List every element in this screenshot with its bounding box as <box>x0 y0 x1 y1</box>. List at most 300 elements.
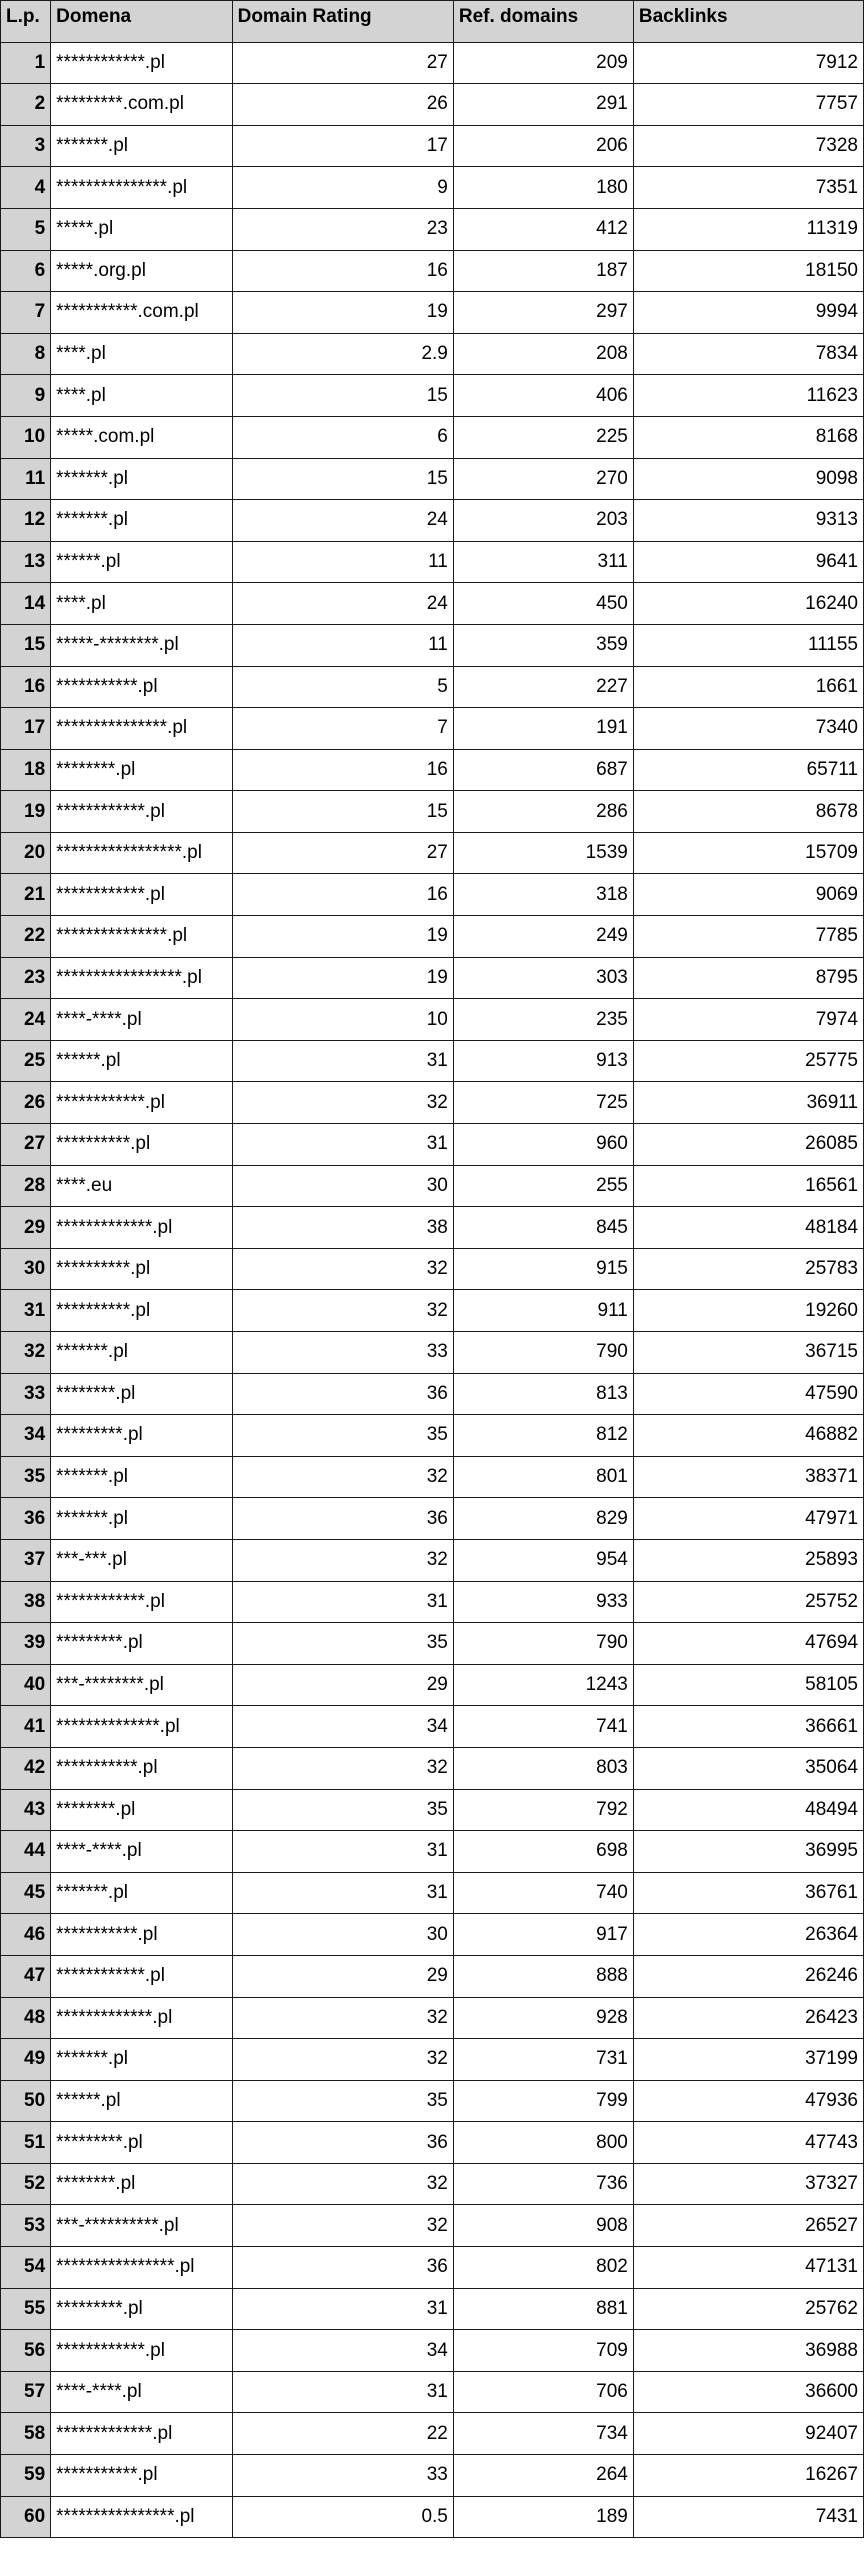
cell-lp: 19 <box>1 791 51 833</box>
table-row <box>1 1248 864 1290</box>
cell-domain: ****-****.pl <box>51 2371 232 2413</box>
cell-lp: 56 <box>1 2330 51 2372</box>
cell-backlinks: 18150 <box>633 250 863 292</box>
cell-lp: 35 <box>1 1456 51 1498</box>
cell-ref-domains: 209 <box>453 42 633 84</box>
cell-domain: *************.pl <box>51 1207 232 1249</box>
cell-domain-rating: 30 <box>232 1165 453 1207</box>
cell-backlinks: 16240 <box>633 583 863 625</box>
table-row <box>1 957 864 999</box>
cell-domain: *****************.pl <box>51 832 232 874</box>
cell-lp: 60 <box>1 2496 51 2538</box>
table-row <box>1 541 864 583</box>
cell-domain-rating: 32 <box>232 2163 453 2205</box>
table-row <box>1 1124 864 1166</box>
cell-ref-domains: 450 <box>453 583 633 625</box>
cell-ref-domains: 412 <box>453 208 633 250</box>
cell-domain-rating: 15 <box>232 375 453 417</box>
cell-ref-domains: 359 <box>453 624 633 666</box>
cell-lp: 20 <box>1 832 51 874</box>
cell-ref-domains: 799 <box>453 2080 633 2122</box>
cell-domain: ***-***.pl <box>51 1539 232 1581</box>
cell-backlinks: 65711 <box>633 749 863 791</box>
cell-domain-rating: 35 <box>232 1623 453 1665</box>
cell-domain-rating: 24 <box>232 500 453 542</box>
cell-domain: *****.org.pl <box>51 250 232 292</box>
cell-lp: 26 <box>1 1082 51 1124</box>
cell-ref-domains: 731 <box>453 2039 633 2081</box>
cell-ref-domains: 249 <box>453 916 633 958</box>
cell-lp: 11 <box>1 458 51 500</box>
cell-domain: **********.pl <box>51 1290 232 1332</box>
cell-domain: ***************.pl <box>51 916 232 958</box>
cell-domain: ***********.pl <box>51 1914 232 1956</box>
table-row <box>1 2039 864 2081</box>
table-row <box>1 1914 864 1956</box>
cell-domain: ************.pl <box>51 874 232 916</box>
cell-ref-domains: 741 <box>453 1706 633 1748</box>
cell-domain-rating: 31 <box>232 1581 453 1623</box>
cell-backlinks: 8795 <box>633 957 863 999</box>
cell-backlinks: 47971 <box>633 1498 863 1540</box>
cell-domain: ***********.pl <box>51 2455 232 2497</box>
cell-backlinks: 16561 <box>633 1165 863 1207</box>
cell-lp: 37 <box>1 1539 51 1581</box>
cell-domain: ************.pl <box>51 2330 232 2372</box>
cell-domain-rating: 27 <box>232 42 453 84</box>
cell-lp: 51 <box>1 2122 51 2164</box>
cell-backlinks: 7351 <box>633 167 863 209</box>
cell-domain-rating: 10 <box>232 999 453 1041</box>
table-row <box>1 1290 864 1332</box>
cell-backlinks: 47694 <box>633 1623 863 1665</box>
cell-domain-rating: 31 <box>232 1831 453 1873</box>
cell-backlinks: 26246 <box>633 1955 863 1997</box>
cell-ref-domains: 191 <box>453 708 633 750</box>
cell-lp: 38 <box>1 1581 51 1623</box>
cell-domain: ********.pl <box>51 2163 232 2205</box>
table-row <box>1 2163 864 2205</box>
cell-lp: 8 <box>1 333 51 375</box>
cell-ref-domains: 406 <box>453 375 633 417</box>
table-row <box>1 708 864 750</box>
cell-domain-rating: 32 <box>232 1539 453 1581</box>
cell-domain: ********.pl <box>51 749 232 791</box>
cell-ref-domains: 698 <box>453 1831 633 1873</box>
cell-domain: *****-********.pl <box>51 624 232 666</box>
cell-lp: 29 <box>1 1207 51 1249</box>
cell-domain: **************.pl <box>51 1706 232 1748</box>
cell-domain: ************.pl <box>51 42 232 84</box>
cell-lp: 54 <box>1 2247 51 2289</box>
table-row <box>1 292 864 334</box>
table-row <box>1 1165 864 1207</box>
cell-backlinks: 9313 <box>633 500 863 542</box>
cell-backlinks: 92407 <box>633 2413 863 2455</box>
table-row <box>1 832 864 874</box>
cell-domain: *****.com.pl <box>51 416 232 458</box>
cell-domain-rating: 32 <box>232 1248 453 1290</box>
cell-ref-domains: 908 <box>453 2205 633 2247</box>
cell-domain: ***-**********.pl <box>51 2205 232 2247</box>
cell-backlinks: 47936 <box>633 2080 863 2122</box>
cell-ref-domains: 960 <box>453 1124 633 1166</box>
cell-ref-domains: 917 <box>453 1914 633 1956</box>
cell-ref-domains: 790 <box>453 1332 633 1374</box>
table-row <box>1 375 864 417</box>
cell-lp: 18 <box>1 749 51 791</box>
cell-backlinks: 16267 <box>633 2455 863 2497</box>
cell-ref-domains: 225 <box>453 416 633 458</box>
cell-domain-rating: 31 <box>232 1040 453 1082</box>
cell-domain-rating: 32 <box>232 1997 453 2039</box>
cell-domain-rating: 31 <box>232 1124 453 1166</box>
table-row <box>1 1664 864 1706</box>
cell-lp: 17 <box>1 708 51 750</box>
table-row <box>1 749 864 791</box>
cell-ref-domains: 706 <box>453 2371 633 2413</box>
cell-ref-domains: 734 <box>453 2413 633 2455</box>
cell-domain: *****.pl <box>51 208 232 250</box>
cell-backlinks: 36661 <box>633 1706 863 1748</box>
cell-backlinks: 7340 <box>633 708 863 750</box>
cell-domain: ****.pl <box>51 375 232 417</box>
cell-backlinks: 19260 <box>633 1290 863 1332</box>
cell-ref-domains: 318 <box>453 874 633 916</box>
cell-domain-rating: 29 <box>232 1955 453 1997</box>
cell-backlinks: 26364 <box>633 1914 863 1956</box>
cell-backlinks: 37327 <box>633 2163 863 2205</box>
cell-ref-domains: 790 <box>453 1623 633 1665</box>
cell-ref-domains: 802 <box>453 2247 633 2289</box>
table-row <box>1 416 864 458</box>
cell-ref-domains: 206 <box>453 125 633 167</box>
cell-backlinks: 11155 <box>633 624 863 666</box>
cell-ref-domains: 740 <box>453 1872 633 1914</box>
cell-lp: 48 <box>1 1997 51 2039</box>
cell-backlinks: 11319 <box>633 208 863 250</box>
cell-backlinks: 58105 <box>633 1664 863 1706</box>
cell-domain: ******.pl <box>51 1040 232 1082</box>
cell-domain: *********.pl <box>51 2122 232 2164</box>
cell-lp: 57 <box>1 2371 51 2413</box>
cell-lp: 46 <box>1 1914 51 1956</box>
cell-lp: 49 <box>1 2039 51 2081</box>
cell-lp: 22 <box>1 916 51 958</box>
cell-domain-rating: 16 <box>232 749 453 791</box>
cell-domain: ****-****.pl <box>51 999 232 1041</box>
cell-domain-rating: 34 <box>232 1706 453 1748</box>
cell-backlinks: 26423 <box>633 1997 863 2039</box>
cell-backlinks: 37199 <box>633 2039 863 2081</box>
cell-ref-domains: 725 <box>453 1082 633 1124</box>
cell-backlinks: 26085 <box>633 1124 863 1166</box>
cell-ref-domains: 297 <box>453 292 633 334</box>
cell-domain-rating: 6 <box>232 416 453 458</box>
cell-ref-domains: 888 <box>453 1955 633 1997</box>
table-row <box>1 84 864 126</box>
cell-domain-rating: 19 <box>232 292 453 334</box>
cell-domain-rating: 35 <box>232 2080 453 2122</box>
table-row <box>1 624 864 666</box>
table-row <box>1 2205 864 2247</box>
table-row <box>1 1456 864 1498</box>
cell-lp: 34 <box>1 1415 51 1457</box>
cell-lp: 44 <box>1 1831 51 1873</box>
cell-domain: *************.pl <box>51 2413 232 2455</box>
cell-lp: 55 <box>1 2288 51 2330</box>
cell-ref-domains: 291 <box>453 84 633 126</box>
table-row <box>1 1415 864 1457</box>
cell-domain-rating: 5 <box>232 666 453 708</box>
cell-ref-domains: 829 <box>453 1498 633 1540</box>
cell-domain-rating: 38 <box>232 1207 453 1249</box>
table-row <box>1 916 864 958</box>
cell-domain: ************.pl <box>51 791 232 833</box>
cell-domain-rating: 32 <box>232 2205 453 2247</box>
table-row <box>1 1623 864 1665</box>
cell-lp: 24 <box>1 999 51 1041</box>
cell-backlinks: 47131 <box>633 2247 863 2289</box>
cell-lp: 23 <box>1 957 51 999</box>
table-row <box>1 2371 864 2413</box>
table-row <box>1 1332 864 1374</box>
cell-lp: 47 <box>1 1955 51 1997</box>
table-row <box>1 2455 864 2497</box>
cell-ref-domains: 736 <box>453 2163 633 2205</box>
cell-lp: 10 <box>1 416 51 458</box>
cell-ref-domains: 709 <box>453 2330 633 2372</box>
cell-domain-rating: 35 <box>232 1789 453 1831</box>
cell-domain-rating: 26 <box>232 84 453 126</box>
table-row <box>1 500 864 542</box>
cell-lp: 40 <box>1 1664 51 1706</box>
cell-backlinks: 25752 <box>633 1581 863 1623</box>
cell-domain: *********.pl <box>51 1623 232 1665</box>
header-lp: L.p. <box>1 1 51 43</box>
cell-domain: *******.pl <box>51 500 232 542</box>
cell-domain: ********.pl <box>51 1373 232 1415</box>
cell-ref-domains: 687 <box>453 749 633 791</box>
cell-domain-rating: 9 <box>232 167 453 209</box>
cell-backlinks: 9069 <box>633 874 863 916</box>
cell-lp: 16 <box>1 666 51 708</box>
cell-domain: *****************.pl <box>51 957 232 999</box>
cell-ref-domains: 911 <box>453 1290 633 1332</box>
header-row <box>1 1 864 43</box>
cell-domain-rating: 32 <box>232 2039 453 2081</box>
table-row <box>1 2080 864 2122</box>
cell-domain-rating: 23 <box>232 208 453 250</box>
cell-domain: *********.com.pl <box>51 84 232 126</box>
table-row <box>1 208 864 250</box>
cell-lp: 25 <box>1 1040 51 1082</box>
cell-ref-domains: 845 <box>453 1207 633 1249</box>
cell-lp: 2 <box>1 84 51 126</box>
cell-backlinks: 7834 <box>633 333 863 375</box>
cell-domain-rating: 36 <box>232 1373 453 1415</box>
cell-ref-domains: 203 <box>453 500 633 542</box>
cell-lp: 27 <box>1 1124 51 1166</box>
cell-domain: ******.pl <box>51 2080 232 2122</box>
cell-ref-domains: 954 <box>453 1539 633 1581</box>
cell-domain-rating: 36 <box>232 1498 453 1540</box>
cell-lp: 12 <box>1 500 51 542</box>
cell-domain-rating: 15 <box>232 791 453 833</box>
header-backlinks: Backlinks <box>633 1 863 43</box>
cell-domain: *********.pl <box>51 2288 232 2330</box>
cell-ref-domains: 792 <box>453 1789 633 1831</box>
table-row <box>1 2496 864 2538</box>
cell-ref-domains: 180 <box>453 167 633 209</box>
cell-domain: *******.pl <box>51 2039 232 2081</box>
cell-domain-rating: 29 <box>232 1664 453 1706</box>
cell-domain-rating: 27 <box>232 832 453 874</box>
cell-domain-rating: 31 <box>232 1872 453 1914</box>
cell-lp: 1 <box>1 42 51 84</box>
table-row <box>1 1955 864 1997</box>
cell-domain: ************.pl <box>51 1581 232 1623</box>
cell-ref-domains: 235 <box>453 999 633 1041</box>
cell-backlinks: 26527 <box>633 2205 863 2247</box>
cell-domain: *******.pl <box>51 1498 232 1540</box>
cell-domain: ***********.pl <box>51 1747 232 1789</box>
cell-domain-rating: 36 <box>232 2247 453 2289</box>
cell-lp: 4 <box>1 167 51 209</box>
cell-domain: ****.eu <box>51 1165 232 1207</box>
cell-backlinks: 38371 <box>633 1456 863 1498</box>
table-row <box>1 1498 864 1540</box>
cell-backlinks: 36911 <box>633 1082 863 1124</box>
cell-backlinks: 36761 <box>633 1872 863 1914</box>
table-row <box>1 1706 864 1748</box>
cell-domain: *******.pl <box>51 1872 232 1914</box>
table-row <box>1 874 864 916</box>
cell-domain-rating: 32 <box>232 1290 453 1332</box>
table-row <box>1 2247 864 2289</box>
header-ref-domains: Ref. domains <box>453 1 633 43</box>
cell-lp: 59 <box>1 2455 51 2497</box>
table-row <box>1 999 864 1041</box>
cell-lp: 39 <box>1 1623 51 1665</box>
header-domain-rating: Domain Rating <box>232 1 453 43</box>
cell-backlinks: 25783 <box>633 1248 863 1290</box>
cell-domain: *******.pl <box>51 458 232 500</box>
table-row <box>1 2122 864 2164</box>
cell-domain: ***********.com.pl <box>51 292 232 334</box>
table-row <box>1 1747 864 1789</box>
header-domain: Domena <box>51 1 232 43</box>
cell-lp: 15 <box>1 624 51 666</box>
table-row <box>1 1581 864 1623</box>
cell-lp: 43 <box>1 1789 51 1831</box>
cell-domain: ****-****.pl <box>51 1831 232 1873</box>
cell-domain: ********.pl <box>51 1789 232 1831</box>
cell-lp: 52 <box>1 2163 51 2205</box>
cell-domain-rating: 33 <box>232 2455 453 2497</box>
cell-ref-domains: 1539 <box>453 832 633 874</box>
cell-backlinks: 36995 <box>633 1831 863 1873</box>
table-row <box>1 1789 864 1831</box>
cell-backlinks: 25893 <box>633 1539 863 1581</box>
cell-domain-rating: 17 <box>232 125 453 167</box>
cell-domain-rating: 31 <box>232 2288 453 2330</box>
cell-domain-rating: 33 <box>232 1332 453 1374</box>
cell-ref-domains: 264 <box>453 2455 633 2497</box>
cell-lp: 31 <box>1 1290 51 1332</box>
table-row <box>1 2288 864 2330</box>
table-row <box>1 1040 864 1082</box>
cell-domain-rating: 7 <box>232 708 453 750</box>
cell-backlinks: 36715 <box>633 1332 863 1374</box>
cell-backlinks: 46882 <box>633 1415 863 1457</box>
cell-lp: 7 <box>1 292 51 334</box>
cell-lp: 36 <box>1 1498 51 1540</box>
table-row <box>1 1082 864 1124</box>
cell-domain: ****.pl <box>51 333 232 375</box>
cell-backlinks: 36600 <box>633 2371 863 2413</box>
cell-domain-rating: 16 <box>232 874 453 916</box>
cell-domain: *******.pl <box>51 1332 232 1374</box>
cell-domain: *********.pl <box>51 1415 232 1457</box>
cell-backlinks: 15709 <box>633 832 863 874</box>
cell-domain-rating: 15 <box>232 458 453 500</box>
cell-lp: 45 <box>1 1872 51 1914</box>
cell-domain: ***-********.pl <box>51 1664 232 1706</box>
cell-domain-rating: 24 <box>232 583 453 625</box>
table-row <box>1 458 864 500</box>
table-row <box>1 42 864 84</box>
table-row <box>1 2330 864 2372</box>
cell-ref-domains: 813 <box>453 1373 633 1415</box>
table-row <box>1 250 864 292</box>
table-row <box>1 1373 864 1415</box>
cell-domain: ******.pl <box>51 541 232 583</box>
cell-backlinks: 11623 <box>633 375 863 417</box>
cell-backlinks: 8168 <box>633 416 863 458</box>
cell-backlinks: 35064 <box>633 1747 863 1789</box>
cell-domain: *******.pl <box>51 125 232 167</box>
cell-domain-rating: 2.9 <box>232 333 453 375</box>
table-row <box>1 1997 864 2039</box>
cell-lp: 5 <box>1 208 51 250</box>
cell-domain: *******.pl <box>51 1456 232 1498</box>
cell-lp: 13 <box>1 541 51 583</box>
cell-lp: 14 <box>1 583 51 625</box>
cell-domain-rating: 32 <box>232 1456 453 1498</box>
cell-ref-domains: 1243 <box>453 1664 633 1706</box>
cell-lp: 21 <box>1 874 51 916</box>
cell-lp: 32 <box>1 1332 51 1374</box>
cell-domain-rating: 19 <box>232 916 453 958</box>
cell-backlinks: 36988 <box>633 2330 863 2372</box>
table-row <box>1 666 864 708</box>
cell-domain: ****************.pl <box>51 2247 232 2289</box>
cell-ref-domains: 812 <box>453 1415 633 1457</box>
cell-backlinks: 7328 <box>633 125 863 167</box>
cell-ref-domains: 270 <box>453 458 633 500</box>
cell-domain: ***************.pl <box>51 167 232 209</box>
cell-domain-rating: 22 <box>232 2413 453 2455</box>
cell-ref-domains: 189 <box>453 2496 633 2538</box>
table-row <box>1 1831 864 1873</box>
cell-lp: 42 <box>1 1747 51 1789</box>
cell-backlinks: 47590 <box>633 1373 863 1415</box>
table-body <box>1 42 864 2538</box>
cell-domain: *************.pl <box>51 1997 232 2039</box>
cell-domain-rating: 11 <box>232 541 453 583</box>
cell-ref-domains: 187 <box>453 250 633 292</box>
